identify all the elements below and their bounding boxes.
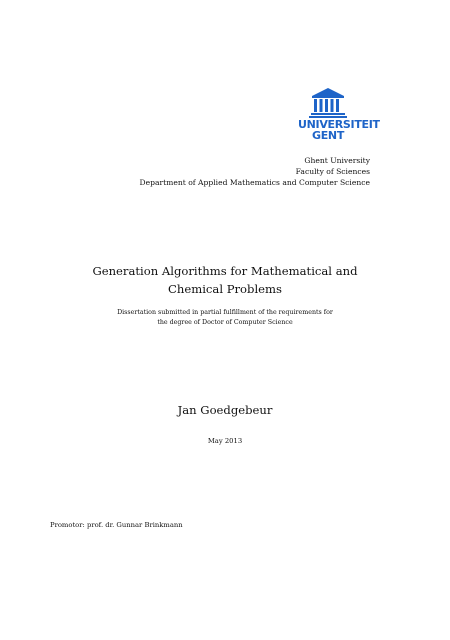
university-name: Ghent University: [304, 156, 370, 165]
author-name: Jan Goedgebeur: [177, 403, 273, 417]
thesis-title: [40, 262, 410, 298]
faculty-name: Faculty of Sciences: [295, 167, 370, 176]
thesis-title-line2: Chemical Problems: [168, 282, 282, 296]
dissertation-statement-line1: Dissertation submitted in partial fulfillment of the requirements for: [117, 309, 333, 316]
dissertation-statement: [40, 308, 410, 328]
institution-block: [70, 155, 370, 188]
dissertation-statement-line2: the degree of Doctor of Computer Science: [157, 319, 293, 326]
logo-text-universiteit: UNIVERSITEIT: [298, 118, 380, 131]
university-logo: [298, 86, 380, 146]
thesis-title-line1: Generation Algorithms for Mathematical and: [92, 264, 358, 278]
logo-text-gent: GENT: [311, 129, 345, 142]
department-name: Department of Applied Mathematics and Computer Science: [139, 178, 370, 187]
promotor-line: Promotor: prof. dr. Gunnar Brinkmann: [50, 521, 183, 529]
publication-date: May 2013: [207, 437, 243, 445]
building-icon: [298, 86, 358, 120]
